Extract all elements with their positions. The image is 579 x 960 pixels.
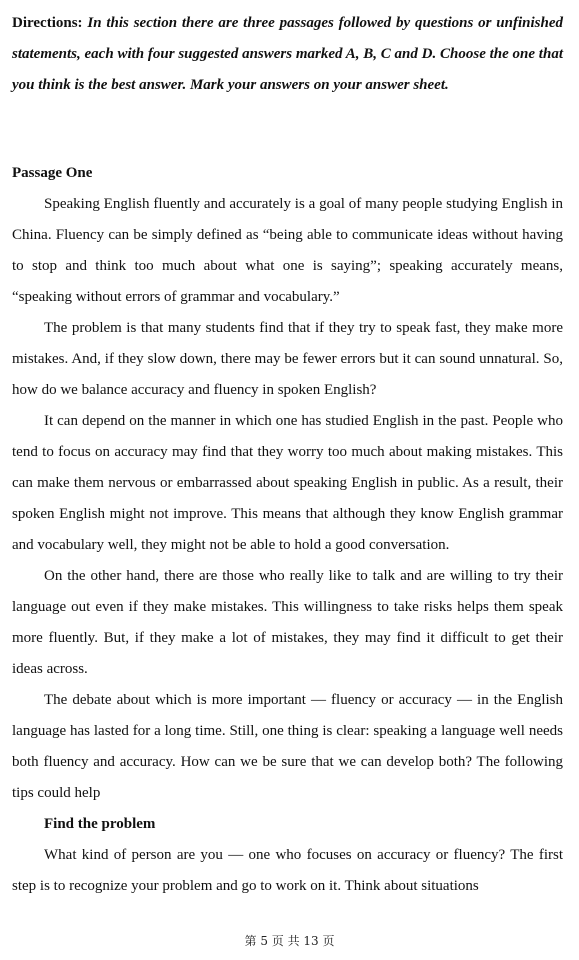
directions <box>12 8 563 101</box>
paragraph: It can depend on the manner in which one has studied English in the past. People who tend to focus on accuracy may find that they worry too much about making mistakes. This can make them nervous or embarrassed about speaking English in public. As a result, their spoken English might not improve. This means that although they know English grammar and vocabulary well, they might not be able to hold a good conversation. <box>12 413 563 553</box>
page-content <box>12 8 563 894</box>
paragraph: On the other hand, there are those who really like to talk and are willing to try their language out even if they make mistakes. This willingness to take risks helps them speak more fluently. But, if they make a lot of mistakes, they may find it difficult to get their ideas across. <box>12 568 563 677</box>
page-number-footer: 第 5 页 共 13 页 <box>244 934 335 948</box>
passage-body <box>12 189 563 902</box>
paragraph: What kind of person are you — one who focuses on accuracy or fluency? The first step is to recognize your problem and go to work on it. Think about situations <box>12 847 563 894</box>
directions-text: In this section there are three passages followed by questions or unfinished statements, each with four suggested answers marked A, B, C and D. Choose the one that you think is the best answer. Mark your answers on your answer sheet. <box>12 15 563 93</box>
passage-title: Passage One <box>12 165 93 181</box>
paragraph: The problem is that many students find that if they try to speak fast, they make more mistakes. And, if they slow down, there may be fewer errors but it can sound unnatural. So, how do we balance accuracy and fluency in spoken English? <box>12 320 563 398</box>
directions-label: Directions: <box>12 15 83 31</box>
section-subheading: Find the problem <box>44 816 156 832</box>
paragraph: The debate about which is more important — fluency or accuracy — in the English language has lasted for a long time. Still, one thing is clear: speaking a language well needs both fluency and accuracy. How can we be sure that we can develop both? The following tips could help <box>12 692 563 801</box>
paragraph: Speaking English fluently and accurately is a goal of many people studying English in China. Fluency can be simply defined as “being able to communicate ideas without having to stop and think too much about what one is saying”; speaking accurately means, “speaking without errors of grammar and vocabulary.” <box>12 196 563 305</box>
